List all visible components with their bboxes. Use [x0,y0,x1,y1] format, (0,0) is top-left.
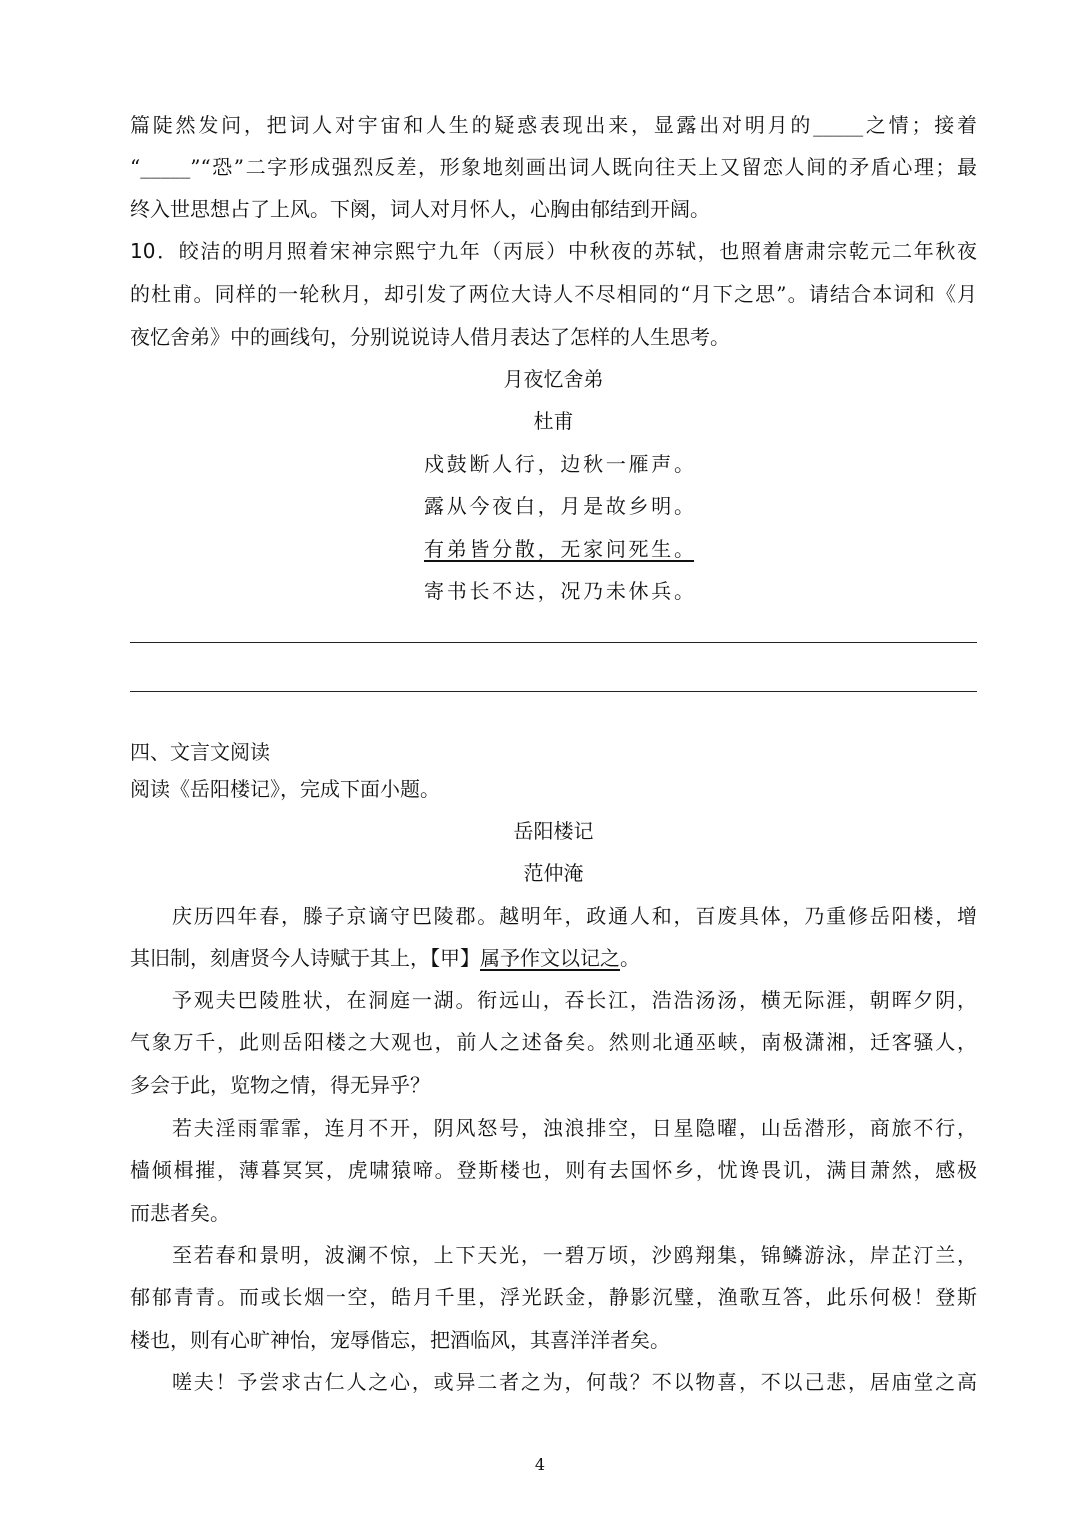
q10-line-2: 的杜甫。同样的一轮秋月，却引发了两位大诗人不尽相同的“月下之思”。请结合本词和《月 [130,282,977,306]
poem-title: 月夜忆舍弟 [503,367,604,391]
q10-text: 皎洁的明月照着宋神宗熙宁九年（丙辰）中秋夜的苏轼，也照着唐肃宗乾元二年秋夜 [178,239,977,263]
poem-line: 露从今夜白，月是故乡明。 [424,494,694,518]
paragraph-line: 若夫淫雨霏霏，连月不开，阴风怒号，浊浪排空，日星隐曜，山岳潜形，商旅不行， [172,1116,977,1140]
paragraph-line: 而悲者矣。 [130,1201,230,1225]
paragraph-line: 气象万千，此则岳阳楼之大观也，前人之述备矣。然则北通巫峡，南极潇湘，迁客骚人， [130,1030,977,1054]
paragraph-line: 多会于此，览物之情，得无异乎？ [130,1073,430,1097]
marker-jia: 【甲】 [430,946,480,970]
paragraph-line [130,944,977,972]
poem-author: 杜甫 [533,409,574,433]
q10-line-1 [130,237,977,265]
answer-line [130,691,977,692]
q9-line-2: “_____”“恐”二字形成强烈反差，形象地刻画出词人既向往天上又留恋人间的矛盾心理；最 [130,155,977,179]
poem-line: 寄书长不达，况乃未休兵。 [424,579,694,603]
section-instruction: 阅读《岳阳楼记》，完成下面小题。 [130,777,440,801]
q10-number: 10． [130,239,179,263]
paragraph-line: 楼也，则有心旷神怡，宠辱偕忘，把酒临风，其喜洋洋者矣。 [130,1328,670,1352]
poem-line-underlined: 有弟皆分散，无家问死生。 [424,537,694,561]
text-span: 。 [620,946,640,970]
q10-line-3: 夜忆舍弟》中的画线句，分别说说诗人借月表达了怎样的人生思考。 [130,325,730,349]
q9-line-3: 终入世思想占了上风。下阕，词人对月怀人，心胸由郁结到开阔。 [130,197,710,221]
underlined-sentence: 属予作文以记之 [480,946,620,970]
paragraph-line: 郁郁青青。而或长烟一空，皓月千里，浮光跃金，静影沉璧，渔歌互答，此乐何极！登斯 [130,1285,977,1309]
answer-line [130,642,977,643]
text-span: 其旧制，刻唐贤今人诗赋于其上， [130,946,430,970]
text-author: 范仲淹 [523,861,584,885]
page-number: 4 [534,1455,546,1474]
paragraph-line: 予观夫巴陵胜状，在洞庭一湖。衔远山，吞长江，浩浩汤汤，横无际涯，朝晖夕阴， [172,988,977,1012]
paragraph-line: 嗟夫！予尝求古仁人之心，或异二者之为，何哉？不以物喜，不以己悲，居庙堂之高 [172,1370,977,1394]
poem-line: 戍鼓断人行，边秋一雁声。 [424,452,694,476]
paragraph-line: 庆历四年春，滕子京谪守巴陵郡。越明年，政通人和，百废具体，乃重修岳阳楼，增 [172,904,977,928]
paragraph-line: 至若春和景明，波澜不惊，上下天光，一碧万顷，沙鸥翔集，锦鳞游泳，岸芷汀兰， [172,1243,977,1267]
section-heading: 四、文言文阅读 [130,740,270,764]
paragraph-line: 樯倾楫摧，薄暮冥冥，虎啸猿啼。登斯楼也，则有去国怀乡，忧谗畏讥，满目萧然，感极 [130,1158,977,1182]
text-title: 岳阳楼记 [513,819,594,843]
q9-line-1: 篇陡然发问，把词人对宇宙和人生的疑惑表现出来，显露出对明月的_____之情；接着 [130,113,977,137]
